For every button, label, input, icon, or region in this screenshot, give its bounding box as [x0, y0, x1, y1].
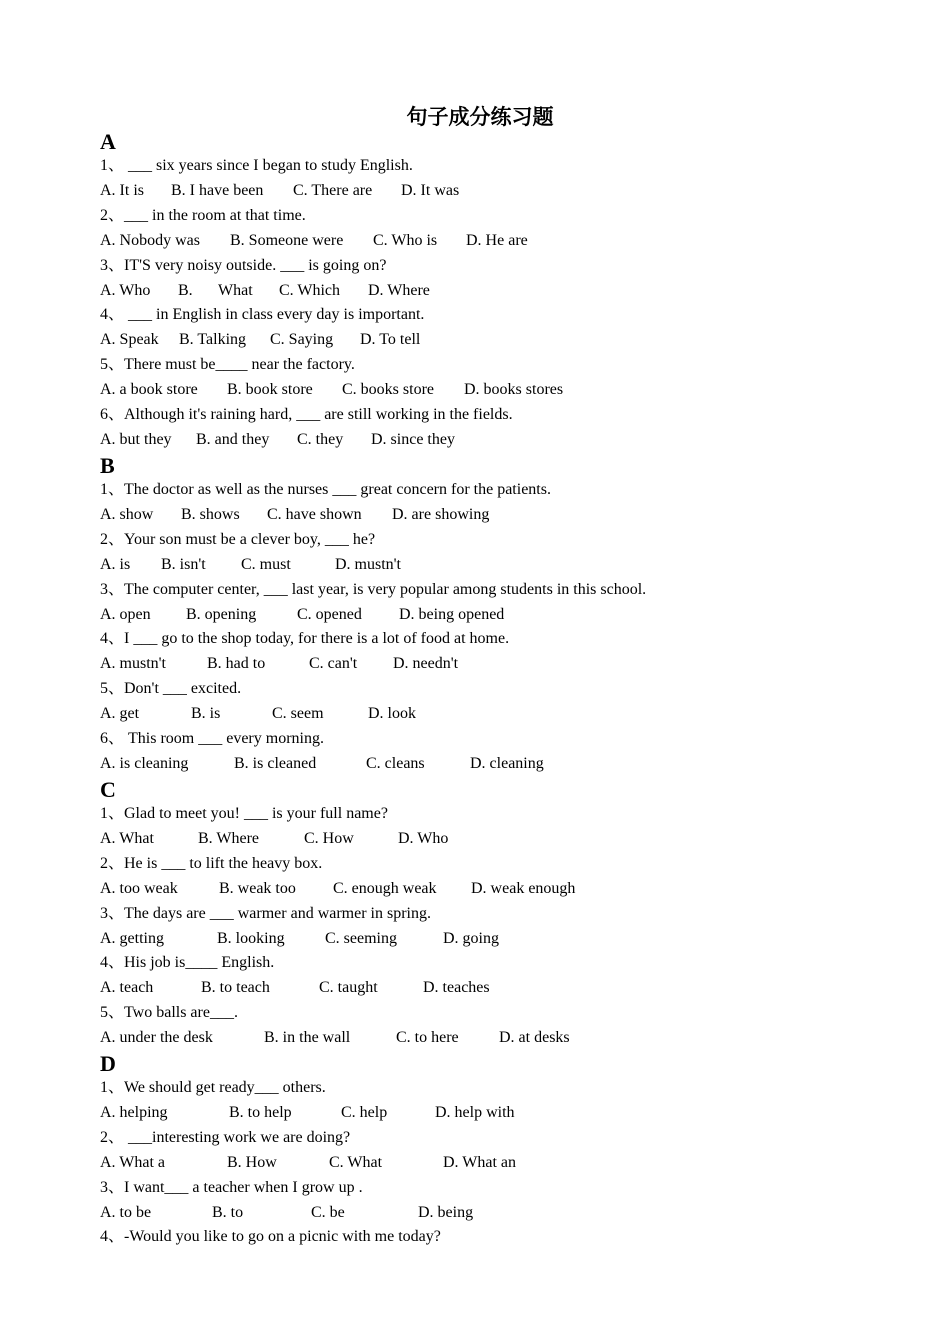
answer-option: A. open — [100, 605, 151, 623]
answer-option: A. Speak — [100, 331, 159, 349]
options-row — [100, 929, 900, 949]
answer-option: C. There are — [293, 181, 373, 199]
answer-option: B. How — [227, 1153, 277, 1171]
answer-option: D. help with — [435, 1103, 515, 1121]
answer-option: D. Where — [368, 281, 430, 299]
answer-option: C. seeming — [325, 929, 397, 947]
section-heading-d: D — [100, 1051, 116, 1076]
section-heading-b: B — [100, 453, 115, 478]
answer-option: A. helping — [100, 1103, 168, 1121]
question-text: 3、I want___ a teacher when I grow up . — [100, 1178, 363, 1196]
answer-option: D. What an — [443, 1153, 517, 1171]
answer-option: A. What a — [100, 1153, 166, 1171]
answer-option: C. can't — [309, 655, 358, 673]
answer-option: D. since they — [371, 430, 455, 448]
question-text: 1、The doctor as well as the nurses ___ great concern for the patients. — [100, 481, 551, 498]
question-text: 5、Two balls are___. — [100, 1004, 238, 1022]
options-row — [100, 1203, 900, 1223]
answer-option: C. cleans — [366, 754, 425, 772]
answer-option: C. enough weak — [333, 879, 437, 897]
answer-option: D. being — [418, 1203, 474, 1221]
answer-option: D. To tell — [360, 331, 421, 349]
answer-option: D. at desks — [499, 1029, 570, 1047]
answer-option: D. mustn't — [335, 555, 401, 573]
answer-option: B. and they — [196, 430, 270, 448]
question-text: 3、The days are ___ warmer and warmer in spring. — [100, 904, 432, 922]
answer-option: C. How — [304, 829, 354, 847]
answer-option: B. — [178, 281, 193, 299]
question-text: 5、There must be____ near the factory. — [100, 356, 355, 374]
options-row — [100, 829, 900, 849]
answer-option: B. is cleaned — [234, 754, 317, 772]
answer-option: D. weak enough — [471, 879, 576, 897]
question-text: 5、Don't ___ excited. — [100, 680, 242, 698]
question-text: 2、___ in the room at that time. — [100, 206, 306, 224]
answer-option: C. books store — [342, 381, 434, 399]
answer-option: C. must — [241, 555, 291, 573]
answer-option: D. books stores — [464, 381, 564, 399]
answer-option: B. isn't — [161, 555, 206, 573]
answer-option: A. is cleaning — [100, 754, 189, 772]
answer-option: B. in the wall — [264, 1029, 351, 1047]
answer-option: B. is — [191, 705, 221, 723]
answer-option: A. What — [100, 829, 154, 847]
answer-option: A. but they — [100, 430, 172, 448]
page-title: 句子成分练习题 — [406, 105, 554, 129]
answer-option: B. Where — [198, 829, 260, 847]
options-row — [100, 1103, 900, 1123]
question-text: 2、He is ___ to lift the heavy box. — [100, 854, 323, 872]
options-row — [100, 704, 900, 724]
answer-option: C. Who is — [373, 231, 438, 249]
answer-option: A. show — [100, 505, 154, 523]
options-row — [100, 978, 900, 998]
question-text: 4、-Would you like to go on a picnic with me today? — [100, 1228, 441, 1246]
options-row — [100, 380, 900, 400]
question-text: 1、We should get ready___ others. — [100, 1079, 326, 1096]
answer-option: D. Who — [398, 829, 449, 847]
answer-option: B. shows — [181, 505, 240, 523]
section-heading-c: C — [100, 777, 116, 802]
question-text: 2、Your son must be a clever boy, ___ he? — [100, 530, 376, 548]
answer-option: D. are showing — [392, 505, 490, 523]
answer-option: B. Talking — [179, 331, 247, 349]
answer-option: C. seem — [272, 705, 324, 723]
answer-option: A. get — [100, 705, 140, 723]
options-row — [100, 430, 900, 450]
question-text: 3、IT'S very noisy outside. ___ is going on? — [100, 256, 387, 274]
answer-option: A. under the desk — [100, 1029, 213, 1047]
answer-option: A. too weak — [100, 879, 178, 897]
options-row — [100, 281, 900, 301]
answer-option: C. opened — [297, 605, 362, 623]
answer-option: B. had to — [207, 655, 266, 673]
question-text: 3、The computer center, ___ last year, is very popular among students in this school. — [100, 580, 647, 598]
question-text: 6、Although it's raining hard, ___ are still working in the fields. — [100, 406, 513, 423]
answer-option: C. to here — [396, 1029, 459, 1047]
answer-option: D. teaches — [423, 979, 490, 997]
answer-option: D. going — [443, 929, 499, 947]
answer-option: B. to teach — [201, 979, 270, 997]
answer-option: A. Who — [100, 281, 151, 299]
answer-option: A. It is — [100, 181, 144, 199]
answer-option: C. Which — [279, 281, 341, 299]
options-row — [100, 181, 900, 201]
answer-option: D. needn't — [393, 655, 459, 673]
answer-option: B. weak too — [219, 879, 296, 897]
answer-option: B. I have been — [171, 181, 264, 199]
options-row — [100, 1028, 900, 1048]
question-text: 2、 ___interesting work we are doing? — [100, 1128, 351, 1146]
answer-option: B. to help — [229, 1103, 292, 1121]
question-text: 6、 This room ___ every morning. — [100, 730, 324, 747]
answer-option: D. look — [368, 705, 416, 723]
section-heading-a: A — [100, 129, 116, 154]
answer-option: A. mustn't — [100, 655, 166, 673]
answer-option: B. looking — [217, 929, 285, 947]
answer-option: C. have shown — [267, 505, 362, 523]
answer-option: D. being opened — [399, 605, 505, 623]
question-text: 1、Glad to meet you! ___ is your full name? — [100, 805, 388, 822]
options-row — [100, 879, 900, 899]
answer-option: A. to be — [100, 1203, 152, 1221]
options-row — [100, 605, 900, 625]
answer-option: What — [218, 281, 253, 299]
answer-option: C. help — [341, 1103, 388, 1121]
answer-option: C. taught — [319, 979, 378, 997]
options-row — [100, 231, 900, 251]
answer-option: A. teach — [100, 979, 154, 997]
options-row — [100, 1153, 900, 1173]
answer-option: D. He are — [466, 231, 528, 249]
question-text: 1、 ___ six years since I began to study English. — [100, 157, 413, 174]
answer-option: A. a book store — [100, 381, 198, 399]
question-text: 4、 ___ in English in class every day is important. — [100, 306, 425, 324]
question-text: 4、I ___ go to the shop today, for there is a lot of food at home. — [100, 630, 510, 648]
answer-option: A. Nobody was — [100, 231, 200, 249]
question-text: 4、His job is____ English. — [100, 954, 275, 972]
answer-option: B. book store — [227, 381, 313, 399]
answer-option: B. Someone were — [230, 231, 344, 249]
options-row — [100, 330, 900, 350]
answer-option: A. is — [100, 555, 131, 573]
answer-option: D. cleaning — [470, 754, 544, 772]
options-row — [100, 654, 900, 674]
answer-option: B. to — [212, 1203, 244, 1221]
answer-option: D. It was — [401, 181, 460, 199]
answer-option: A. getting — [100, 929, 164, 947]
answer-option: C. be — [311, 1203, 345, 1221]
answer-option: C. What — [329, 1153, 383, 1171]
answer-option: C. they — [297, 430, 344, 448]
answer-option: C. Saying — [270, 331, 334, 349]
options-row — [100, 505, 900, 525]
answer-option: B. opening — [186, 605, 257, 623]
options-row — [100, 555, 900, 575]
options-row — [100, 754, 900, 774]
